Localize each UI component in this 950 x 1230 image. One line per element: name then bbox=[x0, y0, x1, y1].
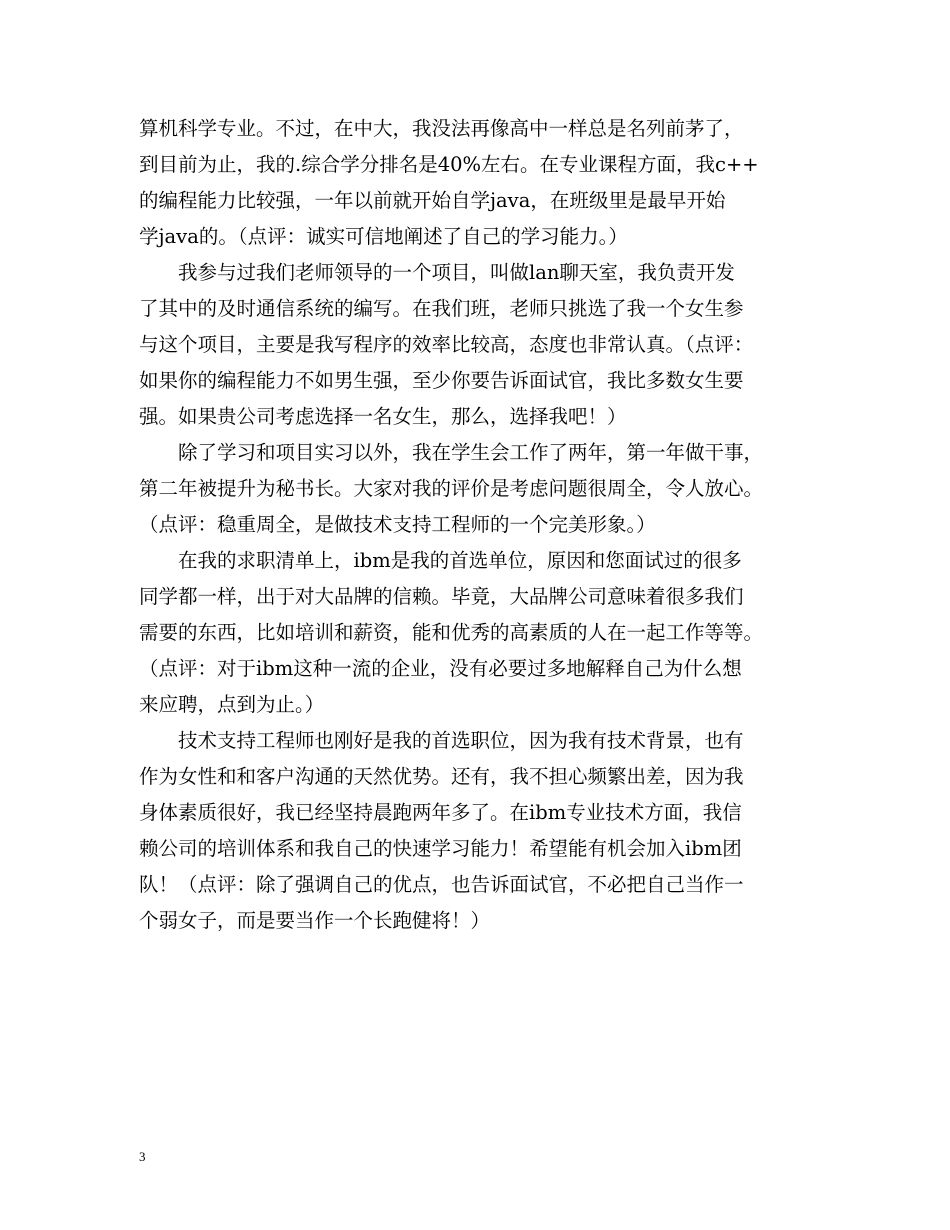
text-line: 的编程能力比较强，一年以前就开始自学java，在班级里是最早开始 bbox=[139, 189, 726, 212]
text-line: 个弱女子，而是要当作一个长跑健将！） bbox=[139, 909, 491, 932]
text-line: 学java的。（点评：诚实可信地阐述了自己的学习能力。） bbox=[139, 225, 628, 248]
text-line: 了其中的及时通信系统的编写。在我们班，老师只挑选了我一个女生参 bbox=[139, 297, 744, 320]
text-line: 到目前为止，我的.综合学分排名是40%左右。在专业课程方面，我c++ bbox=[139, 153, 759, 176]
text-line: 需要的东西，比如培训和薪资，能和优秀的高素质的人在一起工作等等。 bbox=[139, 621, 764, 644]
text-line: 我参与过我们老师领导的一个项目，叫做lan聊天室，我负责开发 bbox=[139, 261, 735, 284]
text-line: 赖公司的培训体系和我自己的快速学习能力！希望能有机会加入ibm团 bbox=[139, 837, 742, 860]
text-line: 算机科学专业。不过，在中大，我没法再像高中一样总是名列前茅了， bbox=[139, 117, 744, 140]
text-line: 身体素质很好，我已经坚持晨跑两年多了。在ibm专业技术方面，我信 bbox=[139, 801, 742, 824]
text-line: 同学都一样，出于对大品牌的信赖。毕竟，大品牌公司意味着很多我们 bbox=[139, 585, 744, 608]
text-line: 在我的求职清单上，ibm是我的首选单位，原因和您面试过的很多 bbox=[139, 549, 742, 572]
text-line: 除了学习和项目实习以外，我在学生会工作了两年，第一年做干事， bbox=[139, 441, 764, 464]
text-line: 与这个项目，主要是我写程序的效率比较高，态度也非常认真。（点评： bbox=[139, 333, 754, 356]
text-line: （点评：对于ibm这种一流的企业，没有必要过多地解释自己为什么想 bbox=[139, 657, 742, 680]
text-line: 来应聘，点到为止。） bbox=[139, 693, 325, 716]
text-line: 技术支持工程师也刚好是我的首选职位，因为我有技术背景，也有 bbox=[139, 729, 744, 752]
text-line: 如果你的编程能力不如男生强，至少你要告诉面试官，我比多数女生要 bbox=[139, 369, 744, 392]
text-line: 队！（点评：除了强调自己的优点，也告诉面试官，不必把自己当作一 bbox=[139, 873, 744, 896]
text-line: 作为女性和和客户沟通的天然优势。还有，我不担心频繁出差，因为我 bbox=[139, 765, 744, 788]
page-number: 3 bbox=[139, 1149, 146, 1164]
text-line: （点评：稳重周全，是做技术支持工程师的一个完美形象。） bbox=[139, 513, 656, 536]
text-line: 强。如果贵公司考虑选择一名女生，那么，选择我吧！） bbox=[139, 405, 627, 428]
text-line: 第二年被提升为秘书长。大家对我的评价是考虑问题很周全，令人放心。 bbox=[139, 477, 764, 500]
